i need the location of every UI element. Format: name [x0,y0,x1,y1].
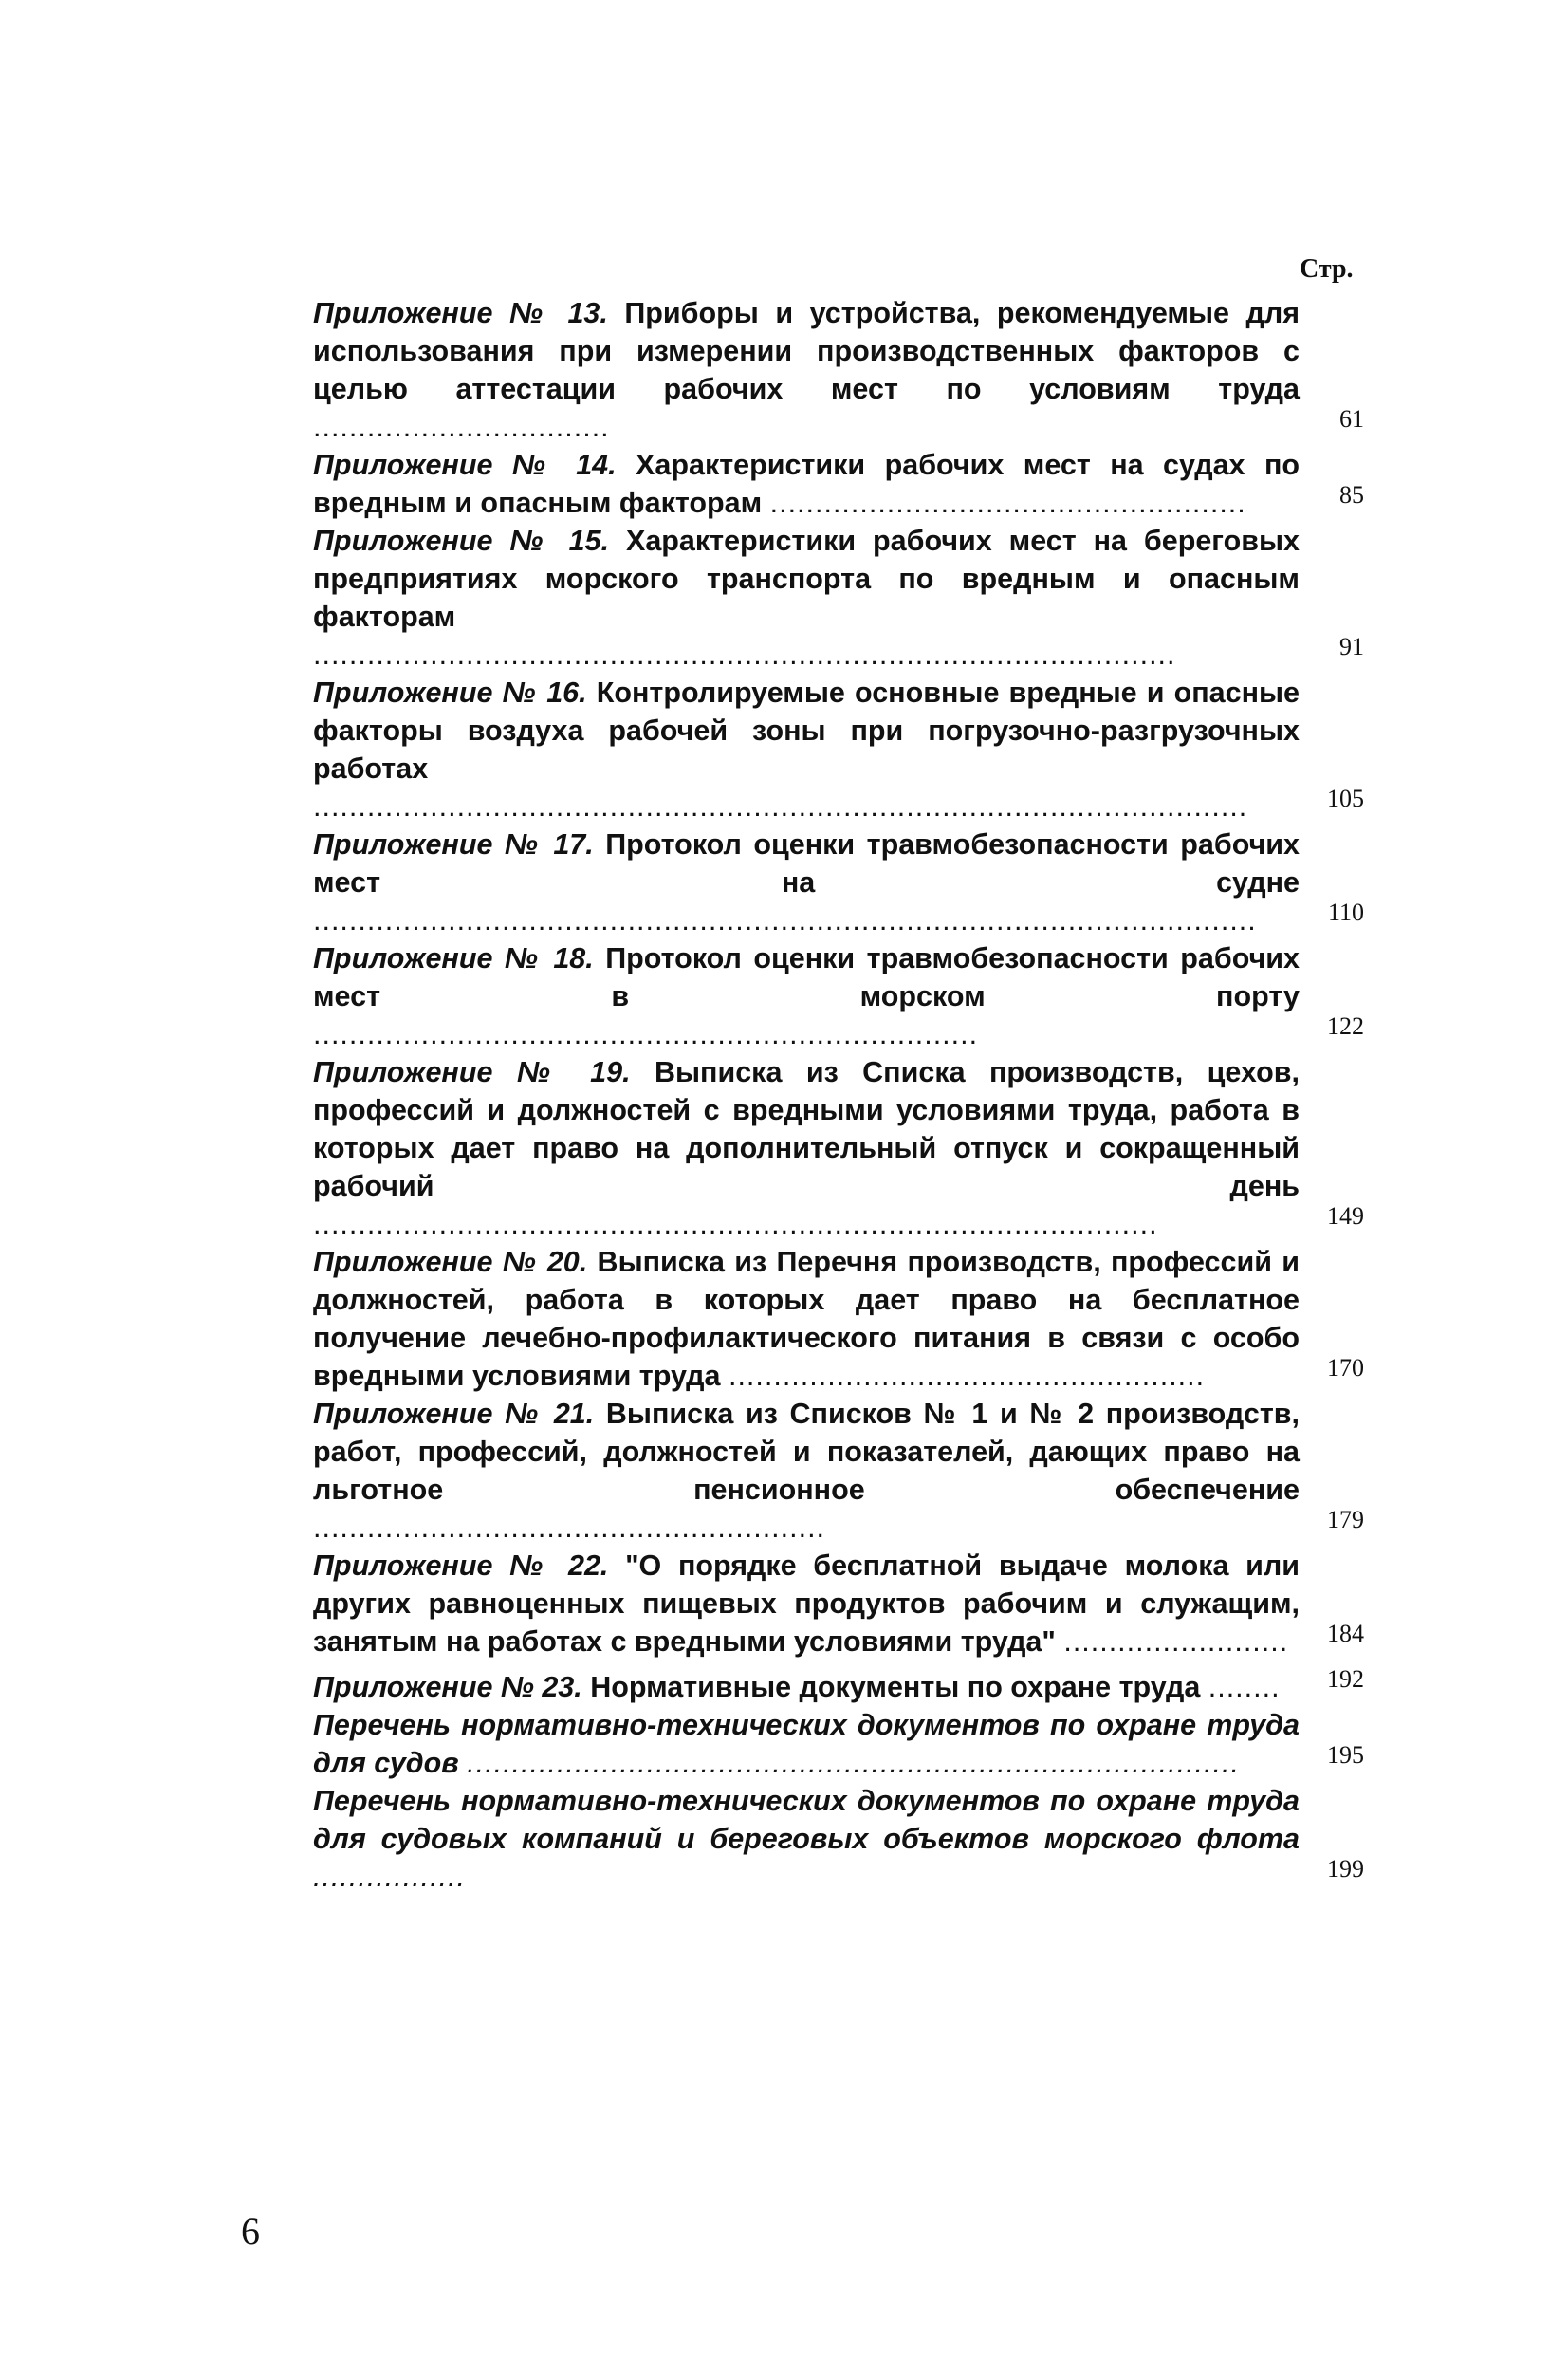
toc-page-number: 192 [1327,1665,1364,1693]
toc-page-number: 61 [1339,405,1364,433]
toc-page-number: 91 [1339,633,1364,660]
toc-entry-ship-docs[interactable] [313,1706,1364,1782]
toc-page-number: 184 [1327,1620,1364,1647]
toc-entry-22[interactable] [313,1547,1364,1661]
leader-dots: .......................................................................... [313,1018,979,1050]
toc-entry-lead: Приложение № 16. [313,677,587,709]
toc-entry-20[interactable] [313,1243,1364,1395]
leader-dots: ................. [313,1861,467,1893]
toc-page-number: 195 [1327,1741,1364,1769]
toc-page-number: 199 [1327,1855,1364,1883]
page-column-header: Стр. [1300,254,1354,284]
leader-dots: ........................................................................................................ [313,790,1248,823]
toc-entry-23[interactable] [313,1661,1364,1706]
toc-entry-title: Выписка из Списков № 1 и № 2 производств, работ, профессий, должностей и показателей, дающих право на льготное пенсионное обеспечение [313,1398,1300,1506]
toc-entry-title: Выписка из Списка производств, цехов, профессий и должностей с вредными условиями труда, работа в которых дает право на дополнительный отпуск и сокращенный рабочий день [313,1056,1300,1202]
leader-dots: ..................................................... [769,487,1246,519]
toc-entry-21[interactable] [313,1395,1364,1547]
toc-entry-16[interactable] [313,674,1364,826]
toc-entry-lead: Приложение № 14. [313,449,617,481]
toc-entry-18[interactable] [313,939,1364,1053]
leader-dots: .............................................................................................. [313,1208,1158,1240]
toc-entry-title: "О порядке бесплатной выдаче молока или других равноценных пищевых продуктов рабочим и служащим, занятым на работах с вредными условиями труда" [313,1549,1301,1658]
leader-dots: ......................................................... [313,1512,826,1544]
toc-page-number: 122 [1327,1012,1364,1040]
toc-entry-title: Перечень нормативно-технических документов по охране труда для судов [313,1709,1300,1779]
toc-entry-17[interactable] [313,826,1364,939]
toc-entry-title: Протокол оценки травмобезопасности рабочих мест на судне [313,828,1301,899]
toc-entry-title: Контролируемые основные вредные и опасные факторы воздуха рабочей зоны при погрузочно-разгрузочных работах [313,677,1301,785]
toc-entry-title: Характеристики рабочих мест на судах по вредным и опасным факторам [313,449,1300,519]
toc-entry-lead: Приложение № 21. [313,1398,595,1430]
toc-entry-19[interactable] [313,1053,1364,1243]
toc-page-number: 110 [1327,899,1364,926]
toc-entry-14[interactable] [313,446,1364,522]
toc-entry-title: Выписка из Перечня производств, профессий и должностей, работа в которых дает право на бесплатное получение лечебно-профилактического питания в связи с особо вредными условиями труда [313,1246,1301,1392]
leader-dots: ................................................................................................ [313,639,1176,671]
toc-entry-lead: Приложение № 13. [313,297,608,329]
toc-page-number: 149 [1327,1202,1364,1230]
toc-entry-lead: Приложение № 22. [313,1549,609,1582]
toc-entry-lead: Приложение № 20. [313,1246,588,1278]
toc-entry-lead: Приложение № 17. [313,828,594,861]
toc-entry-lead: Приложение № 19. [313,1056,631,1088]
toc-entry-15[interactable] [313,522,1364,674]
toc-entry-title: Перечень нормативно-технических документов по охране труда для судовых компаний и береговых объектов морского флота [313,1785,1300,1855]
toc-page-number: 85 [1339,481,1364,509]
table-of-contents [313,294,1364,1896]
leader-dots: ......................................................................................................... [313,904,1257,937]
toc-entry-lead: Приложение № 23. [313,1671,582,1703]
page-number: 6 [241,2210,260,2253]
leader-dots: ................................. [313,411,610,443]
toc-entry-title: Приборы и устройства, рекомендуемые для использования при измерении производственных факторов с целью аттестации рабочих мест по условиям труда [313,297,1301,405]
toc-entry-lead: Приложение № 18. [313,942,594,974]
leader-dots: ...................................................................................... [467,1747,1240,1779]
toc-entry-title: Нормативные документы по охране труда [581,1671,1208,1703]
toc-page-number: 179 [1327,1506,1364,1533]
toc-entry-title: Характеристики рабочих мест на береговых предприятиях морского транспорта по вредным и опасным факторам [313,525,1300,633]
toc-entry-title: Протокол оценки травмобезопасности рабочих мест в морском порту [313,942,1301,1012]
leader-dots: ......................... [1063,1625,1289,1658]
toc-page-number: 170 [1327,1354,1364,1382]
leader-dots: ........ [1208,1671,1281,1703]
toc-entry-lead: Приложение № 15. [313,525,610,557]
toc-entry-company-docs[interactable] [313,1782,1364,1896]
toc-page-number: 105 [1327,785,1364,812]
leader-dots: ..................................................... [728,1360,1206,1392]
toc-entry-13[interactable] [313,294,1364,446]
